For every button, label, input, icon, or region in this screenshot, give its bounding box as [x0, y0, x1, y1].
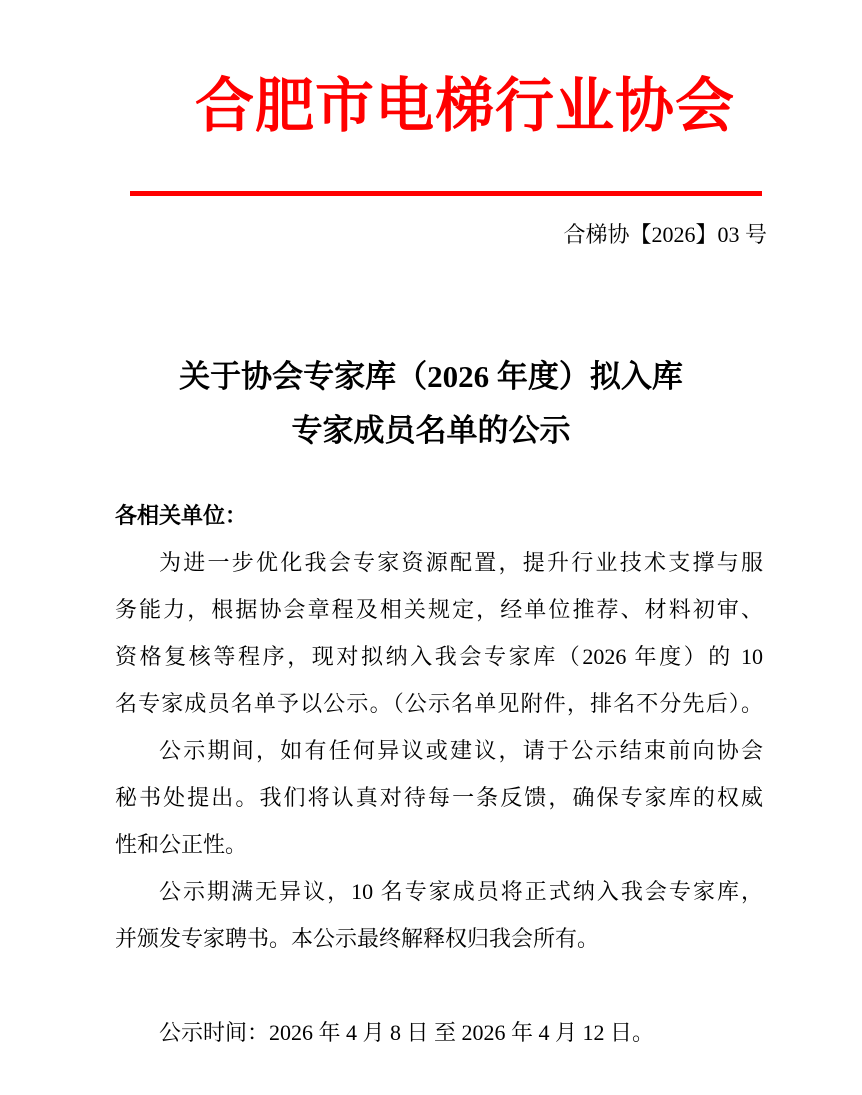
- document-title-line2: 专家成员名单的公示: [291, 413, 571, 448]
- body-line: 务能力，根据协会章程及相关规定，经单位推荐、材料初审、: [115, 597, 763, 622]
- body-line: 性和公正性。: [115, 832, 248, 857]
- body-line: 为进一步优化我会专家资源配置，提升行业技术支撑与服: [159, 550, 763, 575]
- body-line: 公示期满无异议，10 名专家成员将正式纳入我会专家库，: [159, 879, 763, 904]
- document-title-line1: 关于协会专家库（2026 年度）拟入库: [179, 359, 683, 394]
- body-line: 资格复核等程序，现对拟纳入我会专家库（2026 年度）的 10: [115, 644, 763, 669]
- document-body: [115, 492, 763, 1056]
- document-title: [0, 350, 862, 458]
- body-line: 公示期间，如有任何异议或建议，请于公示结束前向协会: [159, 738, 763, 763]
- body-line: 并颁发专家聘书。本公示最终解释权归我会所有。: [115, 926, 600, 951]
- blank-line-spacer: [115, 962, 763, 1009]
- body-line: 秘书处提出。我们将认真对待每一条反馈，确保专家库的权威: [115, 785, 763, 810]
- publicity-period: 公示时间：2026 年 4 月 8 日 至 2026 年 4 月 12 日。: [159, 1020, 655, 1045]
- body-line: 名专家成员名单予以公示。（公示名单见附件，排名不分先后）。: [115, 691, 763, 716]
- salutation: 各相关单位：: [115, 503, 248, 528]
- red-divider-rule: [130, 191, 762, 196]
- org-masthead-title: 合肥市电梯行业协会: [194, 73, 735, 139]
- doc-reference-number: 合梯协【2026】03 号: [563, 222, 767, 247]
